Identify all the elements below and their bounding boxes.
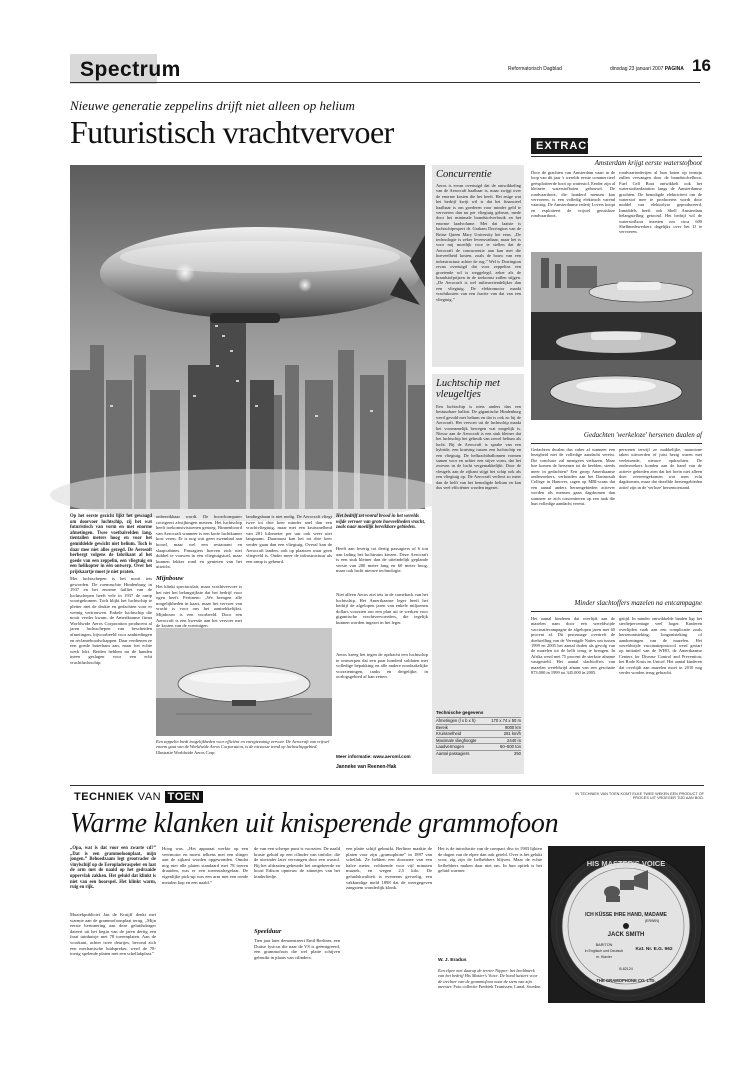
spec-value: 2440 m [507, 737, 521, 743]
techniek-van-toen-label [74, 791, 203, 803]
spec-row [436, 717, 521, 724]
tech-specs-table [436, 717, 521, 757]
pagina-label: PAGINA [664, 66, 684, 72]
article-col3: landingsbaan is niet nodig. De Aerocraft vliegt twee tot drie keer minder snel dan een vrachtvliegtuig, maar met een kruissnelheid van 281 kilometer per uur ook weer niet langzaam. Daarnaast kan het tot drie keer verder gaan dan een vliegtuig. Overal kan de Aerocraft landen, ook op plaatsen waar geen vliegveld is. Onder meer de infrastructuur als een ramp is gebeurd. [246, 514, 332, 564]
record-matrix: B-82124 [619, 967, 633, 971]
luchtschip-title: Luchtschip met vleugeltjes [436, 378, 500, 400]
record-catalog: Kat. Nr. E.G. 962 [635, 947, 673, 952]
spec-value: 170 x 74 x 50 m [491, 718, 521, 723]
extract-3-col1: Het aantal kinderen dat overlijdt aan de mazelen nam door een wereldwijde vaccinatiecampagne de afgelopen jaren met 60 procent af. Dit percentage overtreft de doelstelling van de Verenigde Naties om tussen 1999 en 2005 het aantal doden als gevolg van de mazelen tot de helft terug te brengen. In Afrika werd met 75 procent de sterkste afname vastgesteld. Het aantal slachtoffers van mazelen wereldwijd afnam van een geschatte 873.000 in 1999 tot 345.000 in 2005. [531, 616, 615, 676]
tvt-word-van: VAN [137, 791, 162, 803]
article-author: Janneke van Reenen-Hak [336, 764, 397, 770]
section-credit: IN TECHNIEK VAN TOEN KOMT ELKE TWEE WEKEN EEN PRODUCT OF PROCES UIT VROEGER TIJD AAN BOD. [575, 792, 704, 801]
record-caption [438, 968, 542, 1002]
extract-2-col1: Gedachten dwalen dus vaker af wanneer een bezigheid niet de volledige aandacht vereist. Die conclusie zal menigeen verbazen. Maar hoe komen de hersenen tot de beelden, steeds meer in gedachten? Een groep Amerikaanse onderzoekers, verbonden aan het Dartmouth College in Hanover, ragen op MRI-scans dat een aantal anders hersengebieden actiever worden als mensen gaan dagdromen dan wanneer ze zich concentreren op een taak die hun volledige aandacht vereist. [531, 447, 615, 507]
record-instrument: m. Klavier [596, 955, 612, 959]
article-lead: Op het eerste gezicht lijkt het gewaagd om doorvoer luchtschip, zij het wat futuristisch van vorm en met enorme afmetingen. Twee voetbalvelden lang, tientallen meters hoog en voor het gemiddelde gewicht niet helium. Toch is daar mee niet alles gezegd. De Aerosoft herbergt volgens de fabrikant al het goede van een zeppelin, een vliegtuig en een helikopter in één ontwerp. Over het prijskaartje moet je niet praten. [70, 514, 152, 575]
spec-value: 250 [514, 750, 521, 756]
extract-3-col2: getijd. In minder ontwikkelde landen ligt het sterftepercentage veel hoger. Kinderen overlijden vaak aan een complicatie zoals hersenontsteking, longontsteking of aandoeningen van de mazelen. Het wereldwijde vaccinatieprotocol werd gestart op initiatief van de WHO, de Amerikaanse Centers for Disease Control and Prevention, het Rode Kruis en Unicef. Het aantal kinderen dat overlijdt aan mazelen moet in 2010 nog verder worden terug gebracht. [619, 616, 702, 676]
right-col-text1: Heeft aan leverig tot dertig passagiers of 6 ton aan lading het luchtruim kiezen. Deze Aerocraft is een stuk kleiner dan de uiteindelijk geplande versie van 200 meter lang en 60 meter hoog, maar ook lucht nieuwe technologie. [336, 546, 428, 574]
spec-value: 9000 km [504, 724, 521, 730]
spec-value: 281 km/h [503, 731, 521, 737]
grammofoon-col3: de van een scherpe punt is voorzien. De naald kraste geluid op een cilinder van tinfolie, die de uitvinder later vervangen door een wasrol. Bij het afdraaien gebeurde het omgekeerde en hoort Edison opnieuw de zinnetjes van het kinderliedje. [254, 846, 340, 879]
extract-logo-text: EXTRACT [536, 140, 595, 152]
record-composer: (ERWIN) [644, 919, 660, 923]
extract-1-col1: Door de grachten van Amsterdam vaart in de loop van dit jaar 's werelds eerste commercieel geëxploiteerde boot op waterstof. Eerder zijn al kleinere waterstofboten gebouwd. De rondvaartboot, die honderd mensen kan vervoeren, is een volledig elektrisch varend vaartuig. De Amsterdamse rederij Lovers koopt en exploiteert de vrijwel geruisloze rondvaartboot. [531, 170, 615, 219]
spec-row [436, 724, 521, 731]
spec-row [436, 730, 521, 737]
extract-logo [531, 138, 595, 154]
date-line [610, 66, 684, 72]
waterstofboot-photos [531, 252, 702, 420]
extract-title-2: Gedachten 'werkeloze' hersenen dualen af [583, 431, 702, 439]
grammofoon-col2: Hoog was. „Het apparaat werkte op een veermotor en moest telkens met een slinger aan de zijkant worden opgewonden. Omdat nog niet alle platen standaard met 78 toeren draaiden, was er een toerentalregelaar. De eigenlijke pick-up was een arm met een ronde metalen kop en een naald.” [162, 846, 248, 885]
spec-label: Kruissnelheid [436, 731, 462, 737]
bottom-section-rule [70, 785, 704, 786]
article-col1: Met luchtschepen is het nooit iets geworden. De roemruchte Hindenburg in 1937 en het enorme failliet van de luchtschepen heeft vele in 1937 de ramp voortgekomen. Toch blijkt het luchtschip te pletter met de drukte en gedachten voor er weinig vertrouwen. Enkele luchtschip die nooit verder kwam, de Amerikaanse firma Worldwide Aeros Corporation producent al jaren luchtschepen van bescheiden afmetingen, bijvoorbeeld voor aanbiedingen en reclameboodschappen. Daar verdienen ze een goede boterham aan, maar het echte werk lokt. Beiden hebben nu de handen ineen geslagen voor een echt vrachtluchtschip. [70, 576, 153, 665]
spec-label: Afmetingen (l x b x h) [436, 718, 476, 723]
grammofoon-lead: „Opa, wat is dat voor een zwarte cd?” „Dat is een grammofoonplaat, mijn jongen.” Behoedzaam legt grootvader de vinylschijf op de Eeropladeraspeler en laat de arm met de naald op het gedraaide oppervlak zakken. Het geluid dat klinkt is niet van een hoorspel. Het klinkt warm, ruig en rijk. [70, 846, 156, 891]
extract-1-col2: rondvaartrederijen al hun boten op termijn zullen vervangen door de brandstofcelboot. Fuel Cell Boat ontwikkelt ook het waterstoftankstation langs de Amsterdamse grachten. De benodigde elektriciteit om de waterstof mee te produceren wordt door middel van elektrolyse geproduceerd. Inmiddels heeft ook Shell Amsterdam belangstelling getoond. Het bedrijf wil de waterstofboot inzetten om circa 600 Shellmedewerkers dagelijks over het IJ te vervoeren. [619, 170, 702, 235]
zeppelin-illustration [70, 165, 425, 509]
tvt-word-toen: TOEN [165, 791, 203, 803]
zeppelin-caption [156, 739, 332, 763]
extract-2-col2: personen terwijl ze makkelijke, monotone taken uitvoerden of juist bezig waren met veeleisende, nieuwe opdrachten. De onderzoekers konden aan de hand van de actieve gebieden zien dat het brein niet alleen doet overeengekomen wat men echt dagdromen, maar dat dezelfde hersengebieden actief zijn in de 'verloze' hersentoestand. [619, 447, 702, 490]
article-col2b: Het klinkt spectaculair, maar vrachtvervoer is het niet het belangrijkste dat het bedrijf voor ogen heeft. Pertinent: „We brengen alle mogelijkheden in kaart, maar het vervoer van vracht is voor ons het aantrekkelijkst. Mijnbouw is een voorbeeld. Door een Aerocraft is een kwestie aan het vervoer met de kosten van de voertuigen. [156, 584, 242, 629]
spec-row [436, 743, 521, 750]
spec-label: Maximale vlieghoogte [436, 737, 477, 743]
extract-title-1: Amsterdam krijgt eerste waterstofboot [594, 159, 702, 167]
record-photo-credit: Foto collectie Fredriek Teunissen, Lunal, Sweden [453, 983, 541, 989]
extract-divider-3 [531, 611, 702, 612]
grammofoon-col5: Het is de introductie van de compact disc in 1983 lijkten de dagen van de elpee dan ook geteld. Over is het gelukt voor, zig zijn de liefhebbers blijven. Maar de echte liefhebbers maken daar niet om. In hun optiek is het geluid warmer. [438, 846, 542, 874]
pull-quote: Het bedrijf zet vooral brood in het werelds wijde vervoer van grote hoeveelheden vracht, zoals naar moeilijk bereikbare gebieden. [336, 514, 425, 531]
record-voice: BARITON [595, 943, 613, 947]
issue-date: dinsdag 23 januari 2007 [610, 66, 664, 72]
tech-specs-title: Technische gegevens [436, 710, 484, 715]
prototype-photo [156, 628, 332, 736]
right-col-text2: Niet alleen Aeros ziet iets in de comeback van het luchtschip. Het Amerikaanse leger heeft het bedrijf de afgelopen jaren van enkele miljoenen dollars voorzien om een plan uit te werken voor gigantische vrachtvervoerders, die tegelijk kunnen worden ingezet in het leger. [336, 592, 428, 625]
spec-row [436, 750, 521, 757]
extract-divider-2 [531, 443, 702, 444]
spec-label: Laadvermogen [436, 744, 464, 750]
right-col-text3: Aeros kreeg het tegen de opdracht een luchtschip te ontwerpen dat een paar honderd soldaten met volledige bepakking en alle andere noodzakelijke voorzieningen, tanks en dergelijke, in oorlogsgebied af kan zetten. [336, 652, 428, 680]
extract-title-3: Minder slachtoffers mazelen na entcampagne [574, 599, 702, 607]
grammofoon-col4: een platte schijf gebruikt. Berliner maakte de platen voor zijn „gramophone” in 1897 van schellak. Ze hebben een doorsnee van een halve meter, voldoende voor vijf minuten muziek, en wegen 2,5 kilo. De geluidskwaliteit is eveneens gevoelig, een vakkundige meld 1898 dat de weergegeven zangstem wonderlijk klonk. [346, 846, 432, 891]
header-rule [70, 82, 700, 83]
article-col2: onbereikbaar wordt. De boordcomputer corrigeert afwijkingen meteen. Het luchtschip heeft toekomstvisioenen genoeg. Binnenboord van Aerocraft wanneer is een korte luchtkamer kost veren. Er is nog wat geen zwembad aan boord, maar wel een restaurant en slaapcabines. Passagiers hoeven zich niet dubbel te vouwen in een vliegtuigstoel, maar kunnen lekker rond en genieten van het uitzicht. [156, 514, 242, 570]
section-masthead [70, 54, 181, 84]
more-info: Meer informatie: www.aeroml.com [336, 754, 411, 759]
his-masters-voice-record [548, 846, 705, 1003]
luchtschip-text: Een luchtschip is niets anders dan een bestuurbare ballon. De gigantische Hindenburg werd gevuld met helium en dat is ook zo bij de Aerocraft. Het vervoer uit de luchtschip maakt het voornamelijk bewegen wat mogelijk is. Nieuw aan de Aerocraft is een stuk kleiner dat het luchtschip het gebruik van zowel helium als lucht. Bij de Aerocraft is sprake van een hybride, een kruising tussen een luchtschip en een vliegtuig. De hefkrachtballonnen vormen samen voor en achter een stijve vorm, dat het zweven in de lucht vergemakkelijkt. Door de vleugels aan de zijkant stijgt het schip ook als een vliegtuig op. De Aerocraft verliest zo meer dan de helft van het benodigde helium en kan dus veel efficiënter worden ingezet. [436, 404, 521, 491]
record-company: THE GRAMOPHONE CO. LTD. [596, 978, 656, 983]
grammofoon-author: W. J. Eradus [438, 958, 467, 963]
article-kicker: Nieuwe generatie zeppelins drijft niet alleen op helium [70, 98, 355, 113]
concurrentie-title: Concurrentie [436, 169, 492, 180]
spec-row [436, 737, 521, 744]
grammofoon-headline: Warme klanken uit knisperende grammofoon [70, 808, 559, 839]
section-title: Spectrum [80, 58, 181, 81]
extract-rule [531, 156, 702, 157]
zeppelin-over-city-image [70, 165, 425, 509]
zeppelin-photo-credit: Illustratie Worldwide Aeros Corp. [156, 749, 216, 755]
spec-value: 60–500 ton [500, 744, 521, 750]
grammofoon-col1: Muziekpubliciet Jan de Kruijff denkt met warmte aan de grammofoonplaat terug. „Mijn eerste herinnering aan deze geluidsdrager dateert uit het begin van de jaren dertig een fraai tuinhuisje met 78 toerenplaten. Aan de voorkant, achter twee deurtjes, bevond zich een mechanische luidspreker, werd de 78-toerig spelende platen met een schellakplaat.” [70, 912, 156, 957]
subhead-mijnbouw: Mijnbouw [156, 575, 184, 582]
page-number: 16 [692, 56, 711, 75]
record-artist: JACK SMITH [607, 932, 645, 938]
tvt-word-techniek: TECHNIEK [74, 791, 135, 803]
gramophone-record-photo [548, 846, 705, 1003]
prototype-airship-image [156, 628, 332, 736]
spec-label: Bereik [436, 724, 448, 730]
paper-name: Reformatorisch Dagblad [508, 66, 562, 72]
subhead-speelduur: Speelduur [254, 928, 282, 935]
concurrentie-text: Aeros is ervan overtuigd dat de ontwikkeling van de Aerocraft haalbaar is, maar zwijgt over de enorme kosten die het heeft. Het enige wat het bedrijf kwijt wil is dat het financieel haalbaar is om goederen voor minder geld te vervoeren dan nu per vliegtuig gebeurt, mede door het minimale brandstofverbruik en het enorme laadvolume. Met dat laatste is luchtschipexpert dr. Graham Dorrington van de Britse Queen Mary University het eens. „De technologie is zeker levensvatbaar, maar het is voor mij moeilijk voor te stellen dat de Aerocraft de concurrentie aan kan met die hoeveelheid kosten, zoals de bouw van een infrastructuur achter de rug.” Wel is Dorrington ervan overtuigd dat voor zeppelins een groeiende rol is weggelegd, zeker als de brandstofprijzen in de toekomst zullen stijgen. „De Aerocraft is wel milieuvriendelijker dan een vliegtuig. De elektromotor maakt vrachtkosten van een fractie van dat van een vliegtuig.” [436, 183, 521, 302]
record-top-text: HIS MASTER'S VOICE [586, 859, 666, 868]
article-headline: Futuristisch vrachtvervoer [70, 114, 394, 150]
record-caption-text: Een elpee met daarop de terrier Nipper: het beeldmerk van het bedrijf His Master's Voice. De hond luistert voor de trechter van de grammofoon naar de stem van zijn meester. [438, 968, 538, 989]
spec-label: Aantal passagiers [436, 750, 470, 756]
record-song-title: ICH KÜSSE IHRE HAND, MADAME [585, 912, 667, 918]
waterstofboot-image [531, 252, 702, 420]
grammofoon-col3b: Tien jaar later demonstreert Emil Berliner, een Duitse fysicus die naar de VS is geëmigreerd, een grammofoon die wel platte schijven gebruikt in plaats van cilinders. [254, 938, 340, 960]
concurrentie-sidebar [432, 165, 524, 367]
zeppelin-caption-text: Een zeppelin biedt mogelijkheden voor efficiënt en energiezuinig vervoer. De Aerocraft van vrijwel enorm gaat van de Worldwide Aeros Corporation, is de nieuwste trend op luchtschipgebied. [156, 739, 330, 750]
record-language: in Englisch und Deutsch [584, 949, 624, 953]
luchtschip-sidebar [432, 374, 524, 774]
